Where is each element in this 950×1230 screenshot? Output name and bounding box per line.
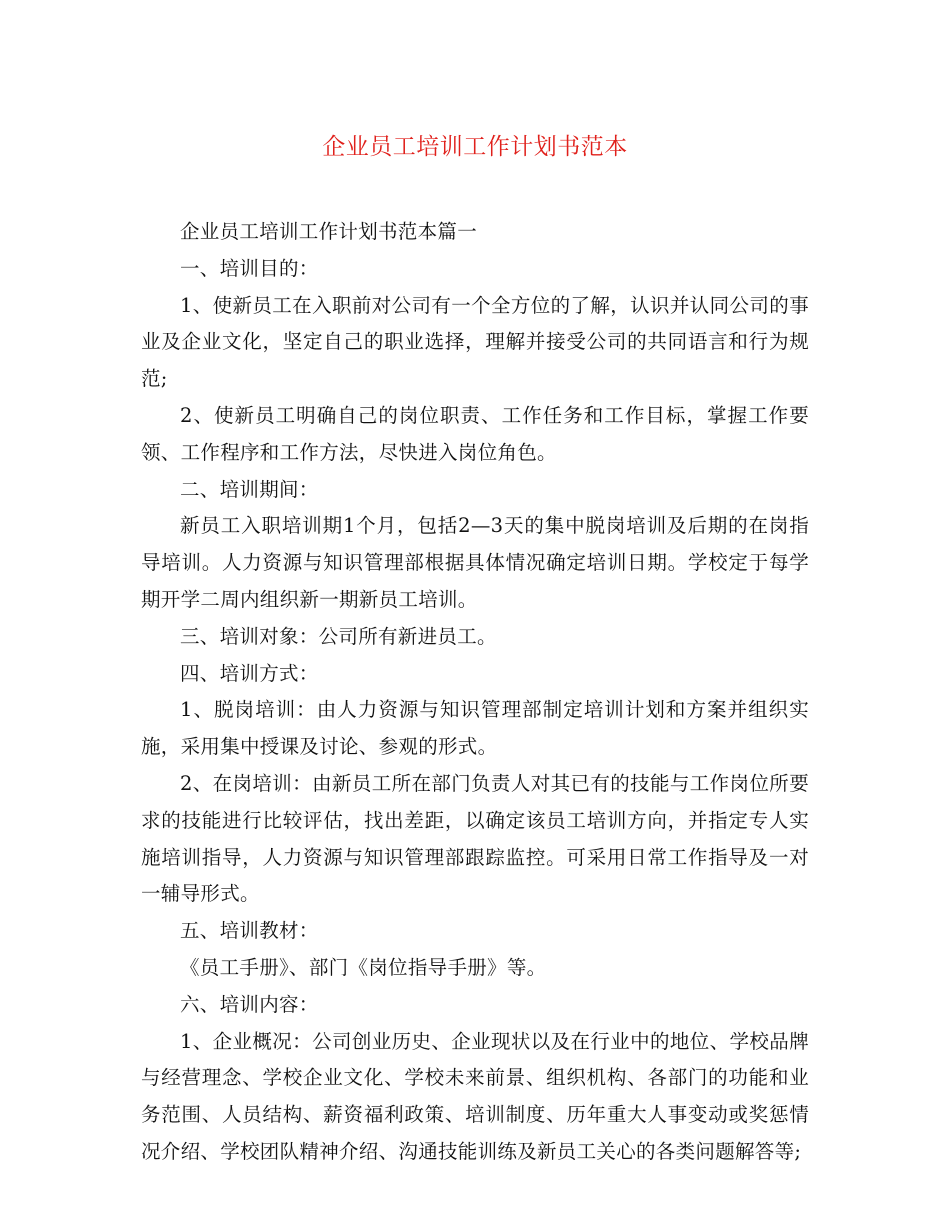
paragraph-method-2: 2、在岗培训：由新员工所在部门负责人对其已有的技能与工作岗位所要求的技能进行比较评估，找出差距，以确定该员工培训方向，并指定专人实施培训指导，人力资源与知识管理部跟踪监控。可采用日常工作指导及一对一辅导形式。 xyxy=(141,771,809,906)
heading-training-method: 四、培训方式： xyxy=(180,661,319,685)
heading-training-target: 三、培训对象：公司所有新进员工。 xyxy=(180,624,497,648)
paragraph-content-1: 1、企业概况：公司创业历史、企业现状以及在行业中的地位、学校品牌与经营理念、学校企业文化、学校未来前景、组织机构、各部门的功能和业务范围、人员结构、薪资福利政策、培训制度、历年重大人事变动或奖惩情况介绍、学校团队精神介绍、沟通技能训练及新员工关心的各类问题解答等; xyxy=(141,1029,809,1163)
heading-training-period: 二、培训期间： xyxy=(180,477,319,501)
heading-training-materials: 五、培训教材： xyxy=(180,919,319,943)
document-body xyxy=(141,214,809,1171)
document-title: 企业员工培训工作计划书范本 xyxy=(322,134,628,160)
heading-training-purpose: 一、培训目的： xyxy=(180,256,319,280)
paragraph-purpose-2: 2、使新员工明确自己的岗位职责、工作任务和工作目标，掌握工作要领、工作程序和工作方法，尽快进入岗位角色。 xyxy=(141,403,809,464)
paragraph-training-materials: 《员工手册》、部门《岗位指导手册》等。 xyxy=(180,955,547,979)
paragraph-method-1: 1、脱岗培训：由人力资源与知识管理部制定培训计划和方案并组织实施，采用集中授课及讨论、参观的形式。 xyxy=(141,698,809,759)
paragraph-training-period: 新员工入职培训期1个月，包括2—3天的集中脱岗培训及后期的在岗指导培训。人力资源与知识管理部根据具体情况确定培训日期。学校定于每学期开学二周内组织新一期新员工培训。 xyxy=(141,514,809,611)
heading-training-content: 六、培训内容： xyxy=(180,992,319,1016)
section-heading-part-one: 企业员工培训工作计划书范本篇一 xyxy=(180,220,478,243)
paragraph-purpose-1: 1、使新员工在入职前对公司有一个全方位的了解，认识并认同公司的事业及企业文化，坚定自己的职业选择，理解并接受公司的共同语言和行为规范; xyxy=(141,293,809,391)
